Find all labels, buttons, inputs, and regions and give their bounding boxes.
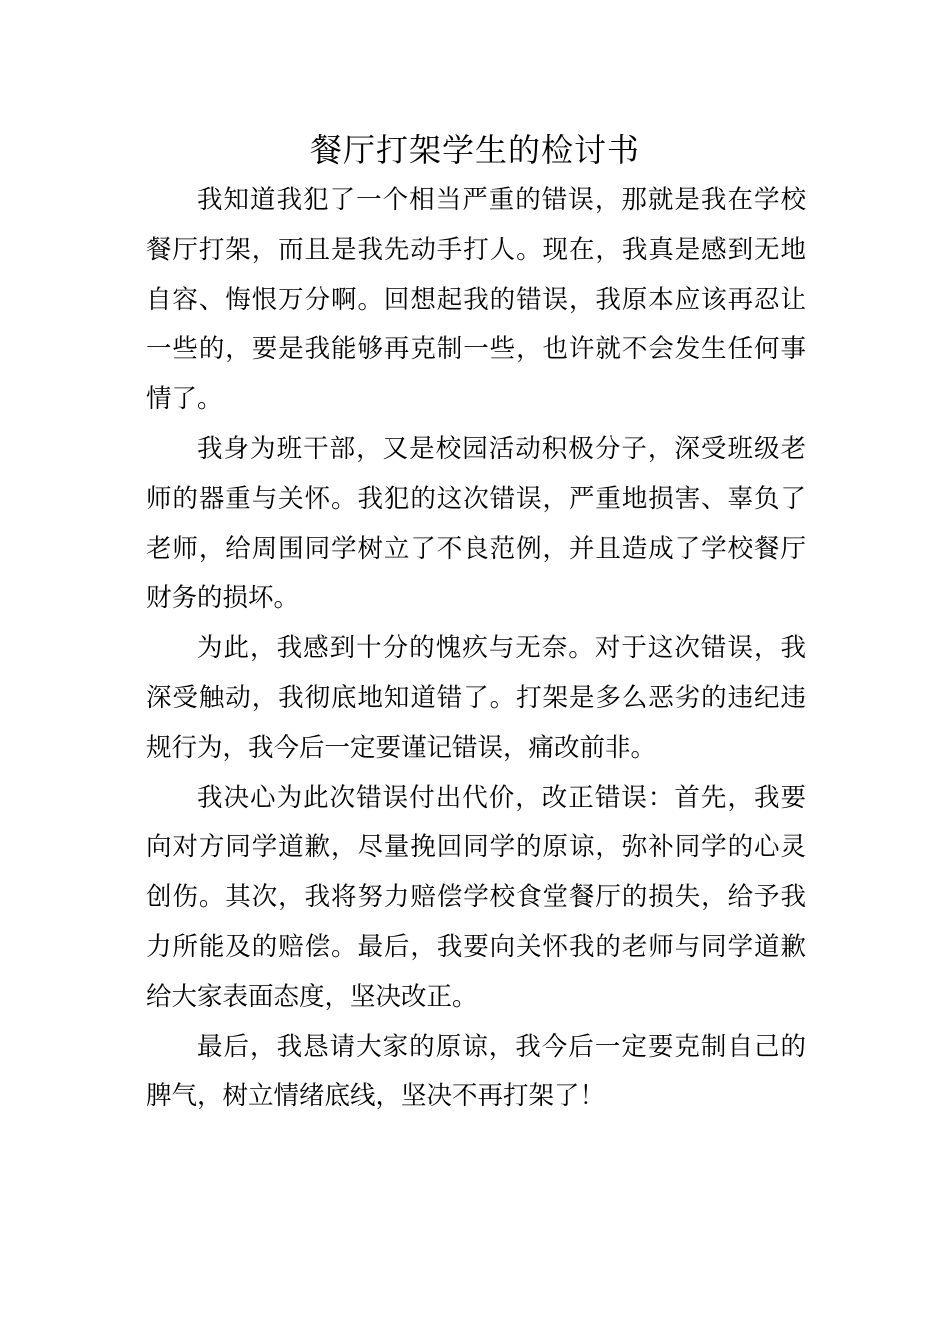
document-body: [146, 176, 806, 1122]
paragraph-3: 为此，我感到十分的愧疚与无奈。对于这次错误，我深受触动，我彻底地知道错了。打架是多么恶劣的违纪违规行为，我今后一定要谨记错误，痛改前非。: [146, 633, 806, 763]
paragraph-2: 我身为班干部，又是校园活动积极分子，深受班级老师的器重与关怀。我犯的这次错误，严重地损害、辜负了老师，给周围同学树立了不良范例，并且造成了学校餐厅财务的损坏。: [146, 433, 806, 614]
document-title: 餐厅打架学生的检讨书: [309, 131, 640, 169]
paragraph-1: 我知道我犯了一个相当严重的错误，那就是我在学校餐厅打架，而且是我先动手打人。现在，我真是感到无地自容、悔恨万分啊。回想起我的错误，我原本应该再忍让一些的，要是我能够再克制一些，也许就不会发生任何事情了。: [146, 185, 806, 415]
paragraph-4: 我决心为此次错误付出代价，改正错误：首先，我要向对方同学道歉，尽量挽回同学的原谅，弥补同学的心灵创伤。其次，我将努力赔偿学校食堂餐厅的损失，给予我力所能及的赔偿。最后，我要向关怀我的老师与同学道歉给大家表面态度，坚决改正。: [146, 782, 806, 1012]
paragraph-5: 最后，我恳请大家的原谅，我今后一定要克制自己的脾气，树立情绪底线，坚决不再打架了！: [146, 1031, 806, 1112]
